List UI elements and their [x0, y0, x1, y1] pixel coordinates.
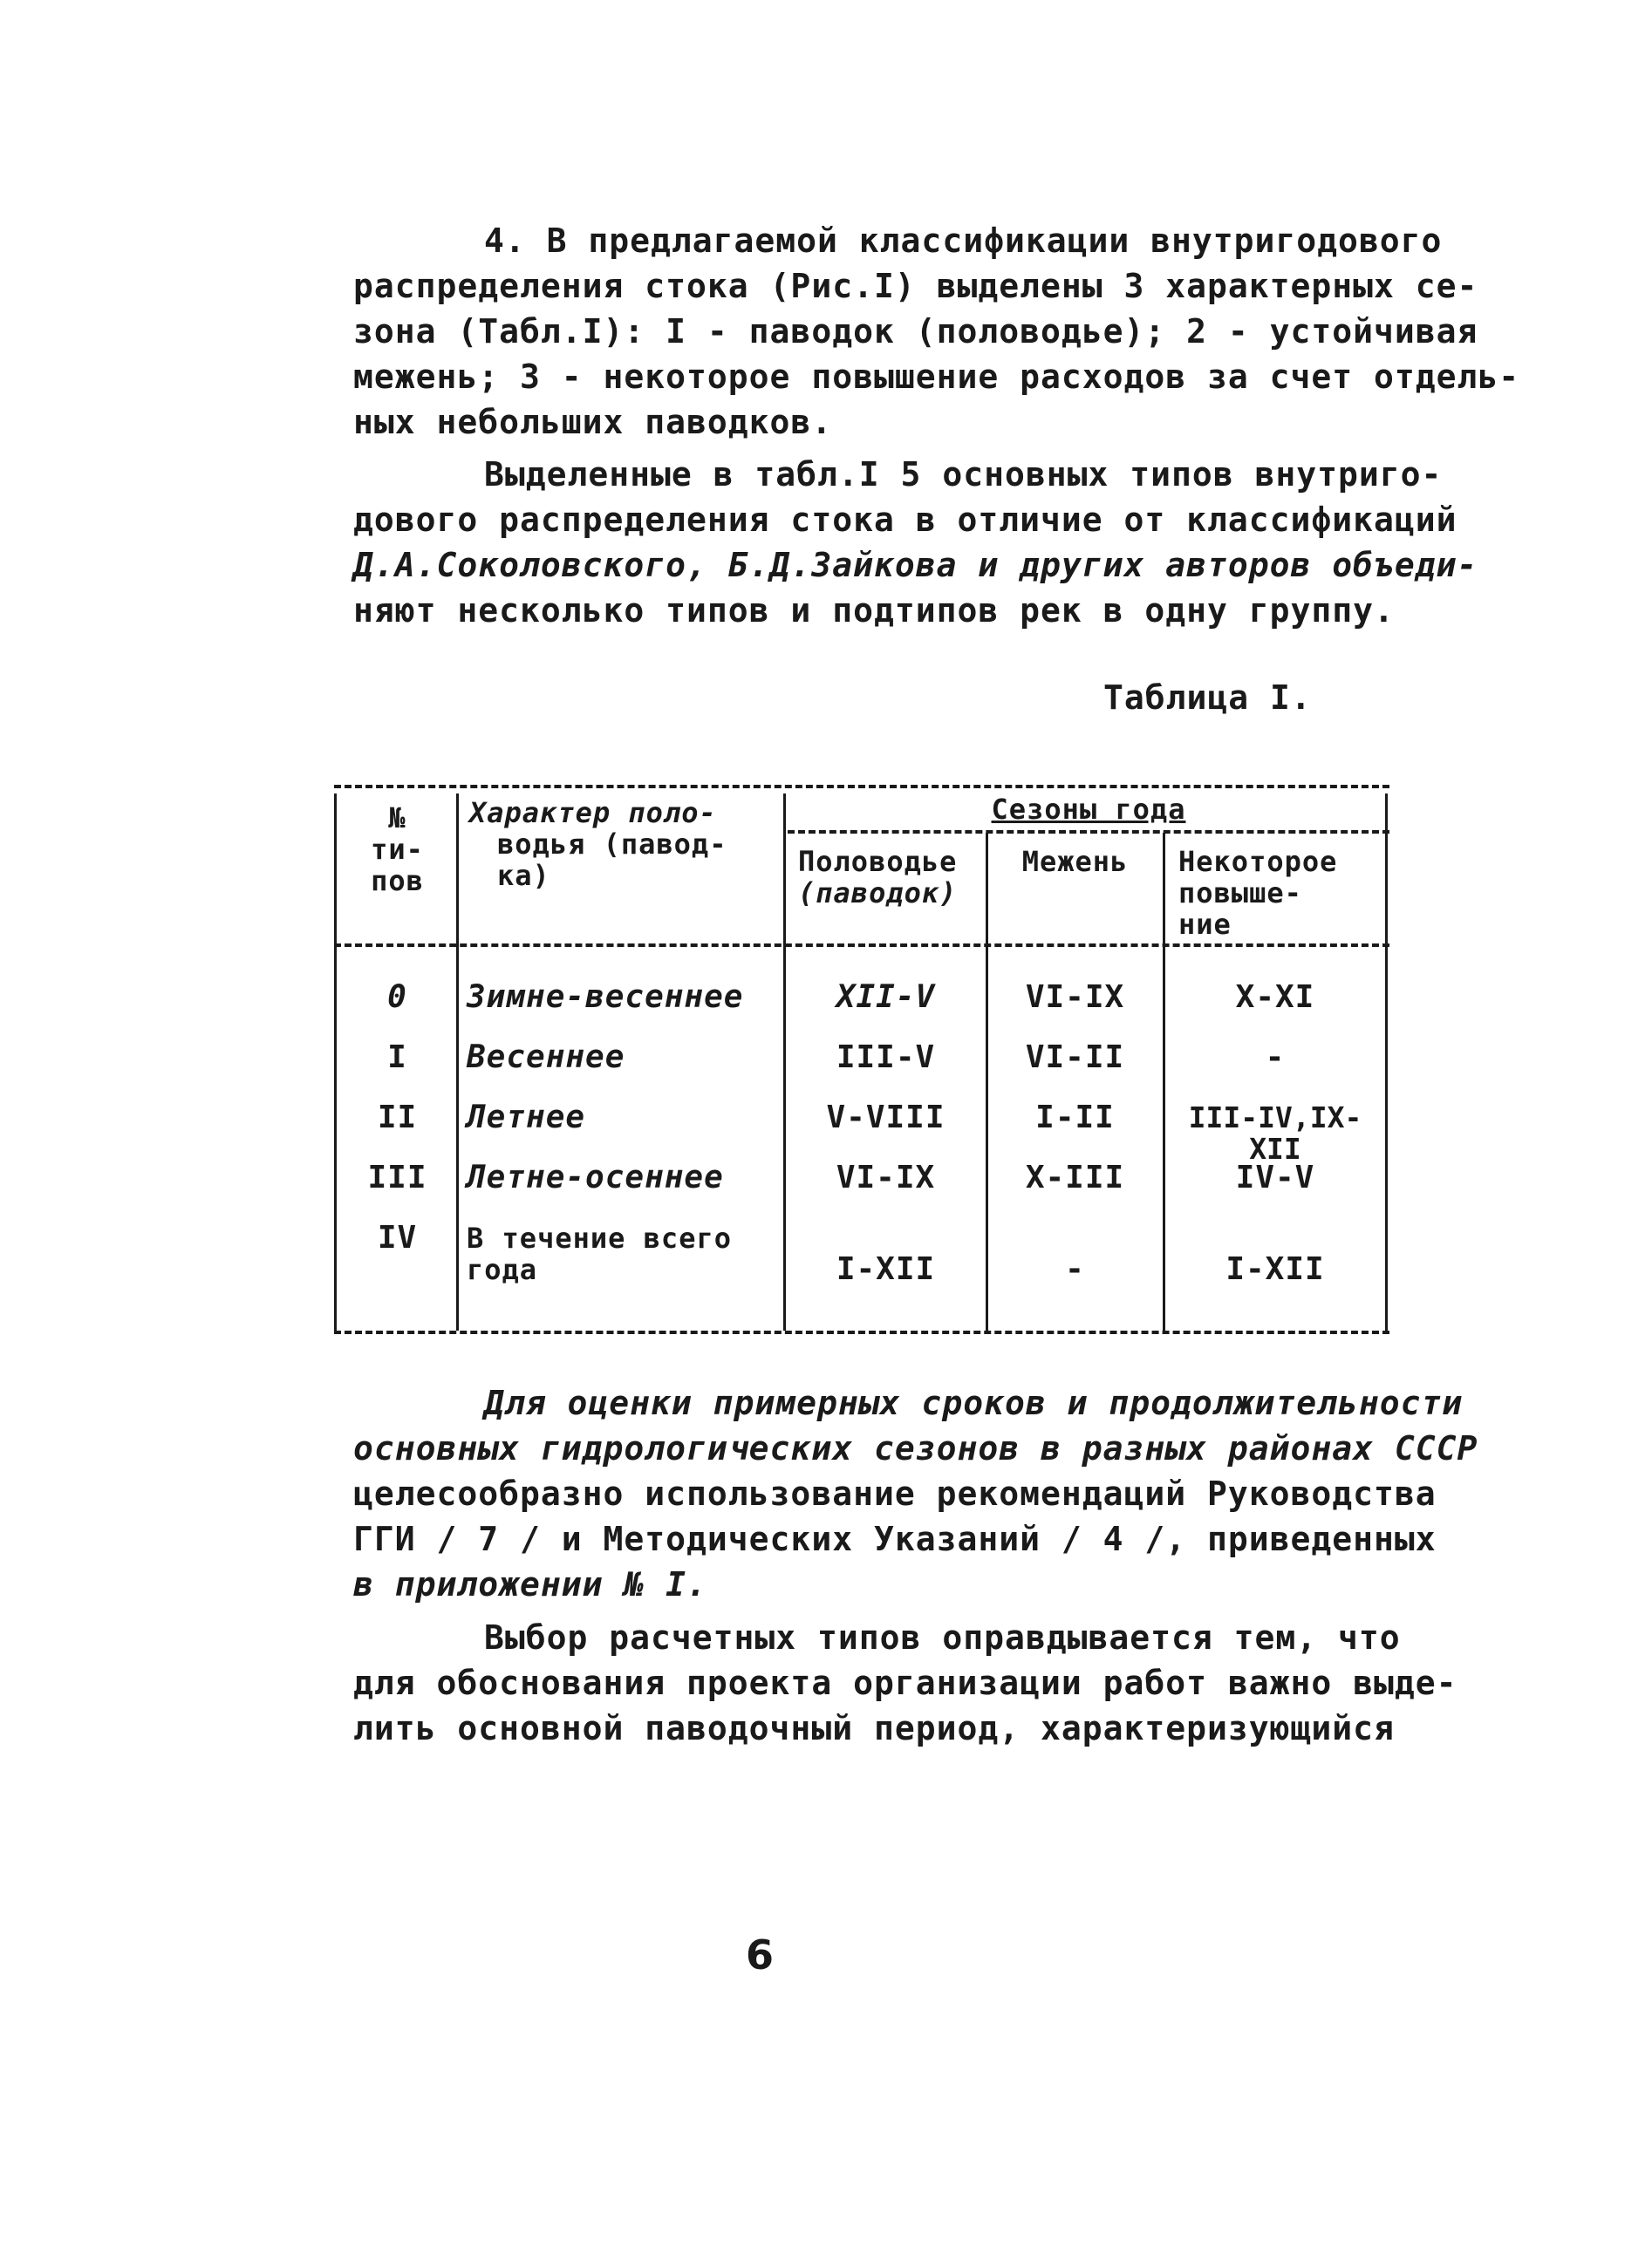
paragraph-line: Д.А.Соколовского, Б.Д.Зайкова и других авторов объеди- [353, 546, 1478, 584]
row-lowwater: X-III [1025, 1160, 1125, 1195]
header-seasons-group [796, 793, 1381, 825]
header-text: ние [1178, 908, 1232, 941]
row-character [467, 1039, 781, 1075]
paragraph-line: для обоснования проекта организации работ важно выде- [353, 1664, 1457, 1702]
header-text: повыше- [1178, 876, 1302, 909]
row-lowwater: I-II [1035, 1100, 1115, 1135]
row-rise: X-XI [1235, 979, 1315, 1015]
row-flood: XII-V [836, 979, 936, 1015]
row-flood: V-VIII [826, 1100, 945, 1135]
row-character-text: Летнее [467, 1100, 586, 1135]
row-character [467, 1223, 781, 1285]
paragraph-4 [353, 1615, 1457, 1751]
paragraph-line: распределения стока (Рис.I) выделены 3 характерных се- [353, 267, 1478, 305]
table-bottom-rule [334, 1331, 1389, 1334]
row-character-text: Летне-осеннее [467, 1160, 724, 1195]
row-type: I [387, 1039, 407, 1075]
row-lowwater: VI-IX [1025, 979, 1125, 1015]
seasons-table [334, 776, 1389, 1343]
header-text: Характер поло- [469, 796, 717, 829]
paragraph-line: 4. В предлагаемой классификации внутригодового [484, 221, 1443, 260]
table-right-border [1385, 793, 1388, 1331]
seasons-group-rule [788, 830, 1389, 834]
paragraph-line: дового распределения стока в отличие от классификаций [353, 501, 1457, 539]
header-character [469, 797, 779, 891]
row-character-text: Весеннее [467, 1039, 625, 1075]
paragraph-line: ных небольших паводков. [353, 403, 833, 441]
header-text: Некоторое [1178, 845, 1338, 878]
row-character-text: В течение всего [467, 1222, 732, 1255]
paragraph-line: целесообразно использование рекомендаций Руководства [353, 1475, 1437, 1513]
paragraph-1 [353, 218, 1520, 445]
header-bottom-rule [334, 943, 1389, 947]
row-character [467, 979, 781, 1015]
table-caption: Таблица I. [1103, 678, 1312, 717]
page-number: 6 [746, 1931, 775, 1979]
header-type-number [343, 802, 452, 896]
row-rise: - [1265, 1039, 1286, 1075]
paragraph-line: основных гидрологических сезонов в разных районах СССР [353, 1429, 1478, 1468]
paragraph-3 [353, 1380, 1478, 1607]
row-type: III [367, 1160, 427, 1195]
row-type: II [377, 1100, 418, 1135]
header-text: пов [371, 864, 424, 897]
paragraph-line: ГГИ / 7 / и Методических Указаний / 4 /, приведенных [353, 1520, 1437, 1558]
column-divider [1163, 833, 1165, 1331]
paragraph-line: лить основной паводочный период, характеризующийся [353, 1709, 1395, 1747]
table-top-rule [334, 785, 1389, 788]
header-text: ка) [497, 859, 550, 892]
header-text: (паводок) [798, 876, 958, 909]
header-text: Сезоны года [991, 793, 1186, 826]
paragraph-line: Выделенные в табл.I 5 основных типов внутриго- [484, 455, 1443, 494]
header-rise [1178, 846, 1379, 940]
row-character [467, 1102, 781, 1134]
paragraph-line: Выбор расчетных типов оправдывается тем, что [484, 1618, 1401, 1657]
column-divider [783, 793, 786, 1331]
header-text: водья (павод- [497, 828, 727, 861]
paragraph-line: Для оценки примерных сроков и продолжительности [484, 1384, 1464, 1422]
row-rise: III-IV,IX-XII [1188, 1100, 1362, 1166]
column-divider [456, 793, 459, 1331]
row-flood: I-XII [836, 1251, 936, 1287]
paragraph-line: в приложении № I. [353, 1565, 707, 1604]
header-flood [798, 846, 981, 909]
row-type: 0 [387, 979, 407, 1015]
column-divider [986, 833, 988, 1331]
row-type: IV [377, 1220, 418, 1256]
row-character-text: года [467, 1253, 538, 1286]
header-text: № [388, 801, 406, 834]
header-text: Половодье [798, 845, 958, 878]
row-lowwater: VI-II [1025, 1039, 1125, 1075]
paragraph-line: межень; 3 - некоторое повышение расходов за счет отдель- [353, 358, 1520, 396]
row-character-text: Зимне-весеннее [467, 979, 744, 1015]
row-flood: III-V [836, 1039, 936, 1075]
row-rise: I-XII [1225, 1251, 1325, 1287]
row-flood: VI-IX [836, 1160, 936, 1195]
row-character [467, 1162, 781, 1194]
row-rise: IV-V [1235, 1160, 1315, 1195]
header-lowwater [990, 846, 1160, 877]
header-text: ти- [371, 833, 424, 866]
table-left-border [334, 793, 337, 1331]
row-lowwater: - [1065, 1251, 1085, 1287]
paragraph-line: няют несколько типов и подтипов рек в одну группу. [353, 591, 1395, 630]
header-text: Межень [1021, 845, 1129, 878]
paragraph-2 [353, 452, 1478, 633]
paragraph-line: зона (Табл.I): I - паводок (половодье); 2 - устойчивая [353, 312, 1478, 351]
